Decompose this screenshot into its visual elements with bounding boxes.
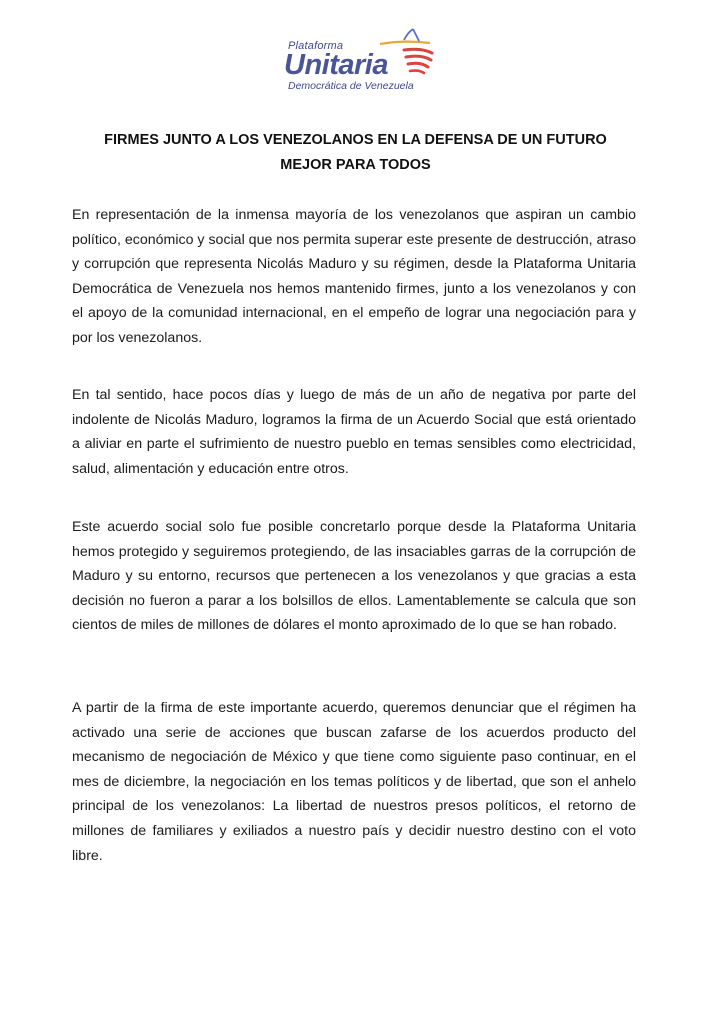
paragraph-4: A partir de la firma de este importante acuerdo, queremos denunciar que el régimen ha activado una serie de acciones que buscan zafarse de los acuerdos producto del mecanismo de negociación de México y que tiene como siguiente paso continuar, en el mes de diciembre, la negociación en los temas políticos y de libertad, que son el anhelo principal de los venezolanos: La libertad de nuestros presos políticos, el retorno de millones de familiares y exiliados a nuestro país y decidir nuestro destino con el voto libre.: [72, 700, 636, 864]
document-title-line-2: MEJOR PARA TODOS: [280, 157, 431, 173]
logo-main-text: Unitaria: [284, 49, 388, 81]
logo-bottom-text: Democrática de Venezuela: [288, 80, 414, 92]
paragraph-1: En representación de la inmensa mayoría de los venezolanos que aspiran un cambio político, económico y social que nos permita superar este presente de destrucción, atraso y corrupción que representa Nicolás Maduro y su régimen, desde la Plataforma Unitaria Democrática de Venezuela nos hemos mantenido firmes, junto a los venezolanos y con el apoyo de la comunidad internacional, en el empeño de lograr una negociación para y por los venezolanos.: [72, 207, 636, 346]
paragraph-2: En tal sentido, hace pocos días y luego de más de un año de negativa por parte del indolente de Nicolás Maduro, logramos la firma de un Acuerdo Social que está orientado a aliviar en parte el sufrimiento de nuestro pueblo en temas sensibles como electricidad, salud, alimentación y educación entre otros.: [72, 387, 636, 477]
paragraph-3: Este acuerdo social solo fue posible concretarlo porque desde la Plataforma Unitaria hemos protegido y seguiremos protegiendo, de las insaciables garras de la corrupción de Maduro y su entorno, recursos que pertenecen a los venezolanos y que gracias a esta decisión no fueron a parar a los bolsillos de ellos. Lamentablemente se calcula que son cientos de miles de millones de dólares el monto aproximado de lo que se han robado.: [72, 519, 636, 634]
logo-top-text: Plataforma: [288, 40, 344, 52]
document-title: [60, 128, 651, 178]
plataforma-unitaria-logo: [280, 28, 440, 94]
document-title-line-1: FIRMES JUNTO A LOS VENEZOLANOS EN LA DEFENSA DE UN FUTURO: [104, 132, 607, 148]
